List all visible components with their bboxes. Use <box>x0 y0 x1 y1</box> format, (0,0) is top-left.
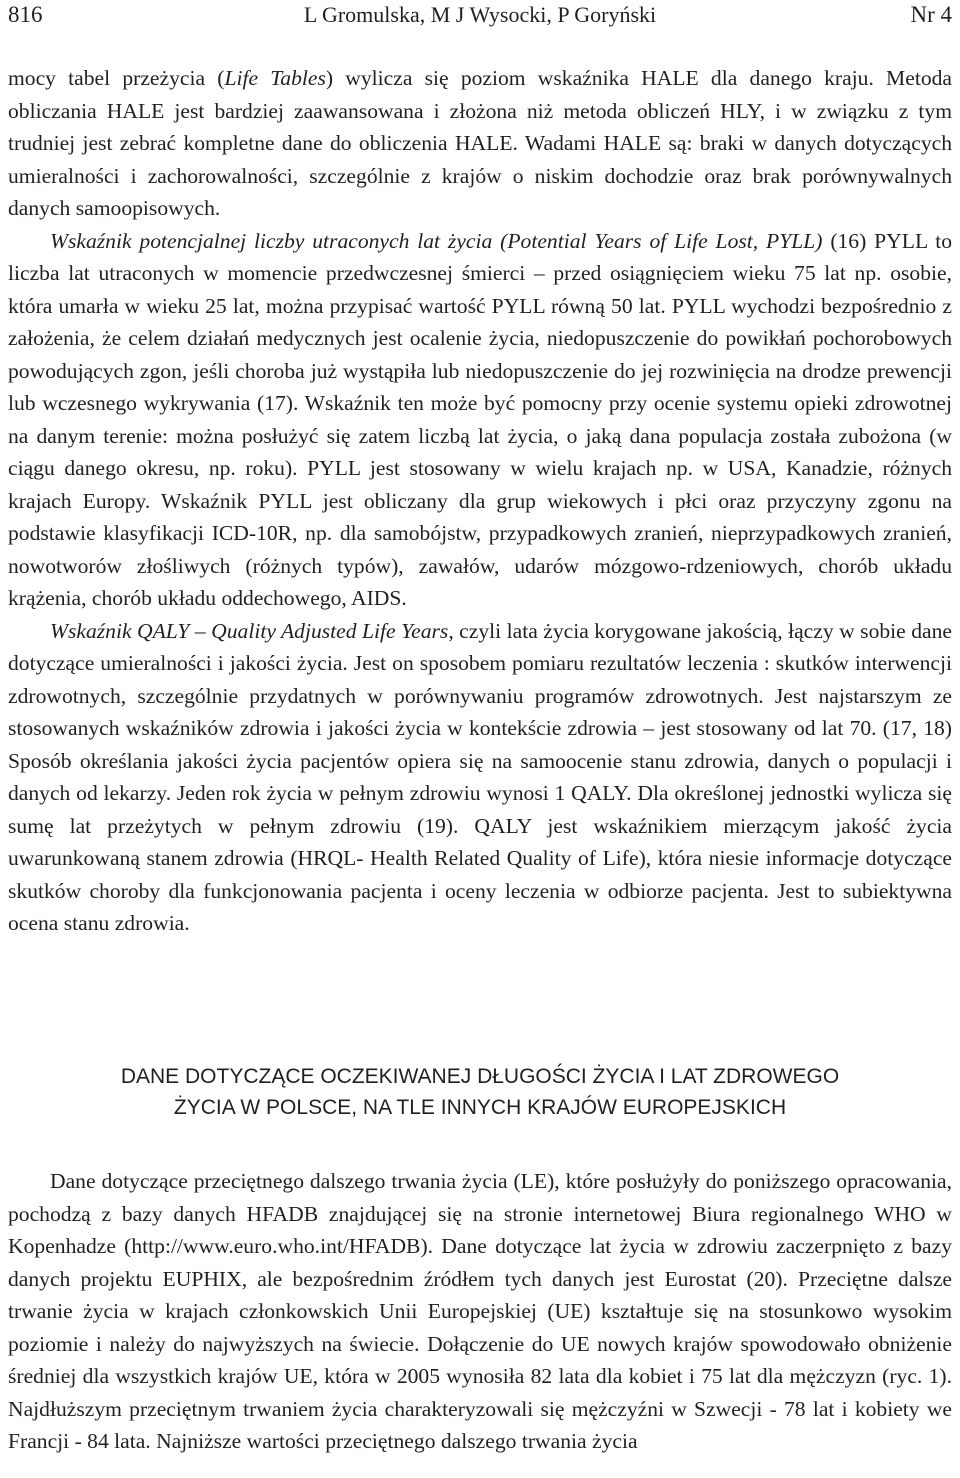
text-run: ) wylicza się poziom wskaźnika HALE dla danego kraju. Metoda obliczania HALE jest bardziej zaawansowana i złożona niż metoda obliczeń HLY, i w związku z tym trudniej jest zebrać kompletne dane do obliczenia HALE. Wadami HALE są: braki w danych dotyczących umieralności i zachorowalności, szczególnie z krajów o niskim dochodzie oraz brak porównywalnych danych samoopisowych. <box>8 66 953 220</box>
text-run: (16) PYLL to liczba lat utraconych w momencie przedwczesnej śmierci – przed osiągnięciem wieku 75 lat np. osobie, która umarła w wieku 25 lat, można przypisać wartość PYLL równą 50 lat. PYLL wychodzi bezpośrednio z założenia, że celem działań medycznych jest ocalenie życia, niedopuszczenie do powikłań pochorobowych powodujących zgon, jeśli choroba już wystąpiła lub niedopuszczenie do jej rozwinięcia na drodze prewencji lub wczesnego wykrywania (17). Wskaźnik ten może być pomocny przy ocenie systemu opieki zdrowotnej na danym terenie: można posłużyć się zatem liczbą lat życia, o jaką dana populacja została zubożona (w ciągu danego okresu, np. roku). PYLL jest stosowany w wielu krajach np. w USA, Kanadzie, różnych krajach Europy. Wskaźnik PYLL jest obliczany dla grup wiekowych i płci oraz przyczyny zgonu na podstawie klasyfikacji ICD-10R, np. dla samobójstw, przypadkowych zranień, nieprzypadkowych zranień, nowotworów złośliwych (różnych typów), zawałów, udarów mózgowo-rdzeniowych, chorób układu krążenia, chorób układu oddechowego, AIDS. <box>8 228 952 610</box>
italic-term: Wskaźnik potencjalnej liczby utraconych lat życia (Potential Years of Life Lost, PYLL) <box>50 228 823 253</box>
issue-number: Nr 4 <box>910 2 952 27</box>
italic-term: Life Tables <box>224 66 326 90</box>
paragraph-qaly <box>8 615 952 940</box>
text-run: mocy tabel przeżycia ( <box>8 66 225 90</box>
text-run: , czyli lata życia korygowane jakością, łączy w sobie dane dotyczące umieralności i jakości życia. Jest on sposobem pomiaru rezultatów leczenia : skutków interwencji zdrowotnych, szczególnie przydatnych w porównywaniu programów zdrowotnych. Jest najstarszym ze stosowanych wskaźników zdrowia i jakości życia w kontekście zdrowia – jest stosowany od lat 70. (17, 18) Sposób określania jakości życia pacjentów opiera się na samoocenie stanu zdrowia, danych o populacji i danych od lekarzy. Jeden rok życia w pełnym zdrowiu wynosi 1 QALY. Dla określonej jednostki wylicza się sumę lat przeżytych w pełnym zdrowiu (19). QALY jest wskaźnikiem mierzącym jakość życia uwarunkowaną stanem zdrowia (HRQL- Health Related Quality of Life), która niesie informacje dotyczące skutków choroby dla funkcjonowania pacjenta i oceny leczenia w odbiorze pacjenta. Jest to subiektywna ocena stanu zdrowia. <box>8 618 952 935</box>
section-heading-line-1: DANE DOTYCZĄCE OCZEKIWANEJ DŁUGOŚCI ŻYCIA I LAT ZDROWEGO <box>120 1065 840 1088</box>
running-head-authors: L Gromulska, M J Wysocki, P Goryński <box>303 2 657 27</box>
section-heading <box>8 1061 952 1123</box>
page-number: 816 <box>8 2 43 27</box>
main-text <box>8 62 952 940</box>
paragraph-pyll <box>8 225 952 615</box>
paragraph-hale <box>8 62 952 225</box>
paragraph-life-expectancy: Dane dotyczące przeciętnego dalszego trwania życia (LE), które posłużyły do poniższego opracowania, pochodzą z bazy danych HFADB znajdującej się na stronie internetowej Biura regionalnego WHO w Kopenhadze (http://www.euro.who.int/HFADB). Dane dotyczące lat życia w zdrowiu zaczerpnięto z bazy danych projektu EUPHIX, ale bezpośrednim źródłem tych danych jest Eurostat (20). Przeciętne dalsze trwanie życia w krajach członkowskich Unii Europejskiej (UE) kształtuje się na stosunkowo wysokim poziomie i należy do najwyższych na świecie. Dołączenie do UE nowych krajów spowodowało obniżenie średniej dla wszystkich krajów UE, która w 2005 wynosiła 82 lata dla kobiet i 75 lat dla mężczyzn (ryc. 1). Najdłuższym przeciętnym trwaniem życia charakteryzowali się mężczyźni w Szwecji - 78 lat i kobiety we Francji - 84 lata. Najniższe wartości przeciętnego dalszego trwania życia <box>8 1169 952 1453</box>
page-header <box>0 0 960 34</box>
section-heading-line-2: ŻYCIA W POLSCE, NA TLE INNYCH KRAJÓW EUROPEJSKICH <box>173 1096 787 1119</box>
italic-term: Wskaźnik QALY – Quality Adjusted Life Years <box>50 618 449 643</box>
section-text <box>8 1165 952 1458</box>
